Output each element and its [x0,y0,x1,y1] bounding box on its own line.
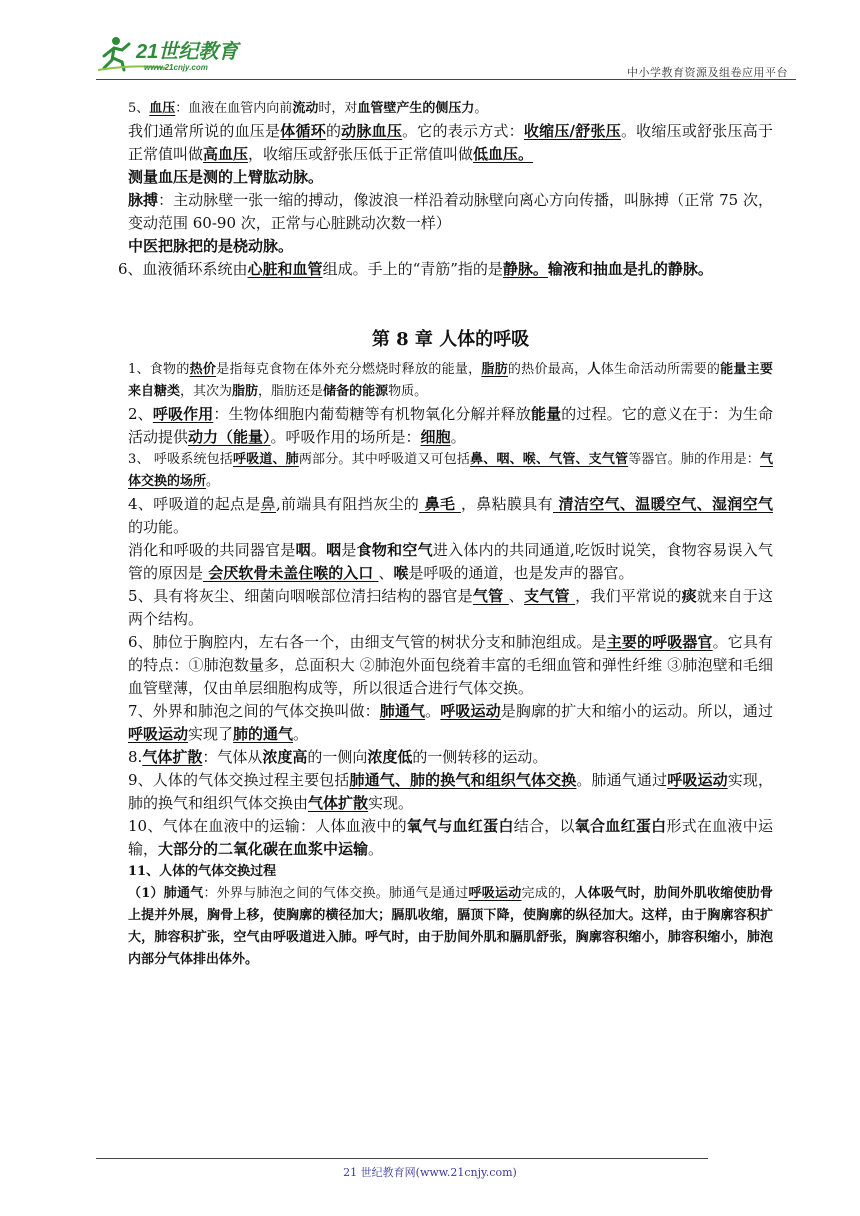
blood-pressure-def: 5、血压：血液在血管内向前流动时，对血管壁产生的侧压力。 [128,101,488,116]
circulation-system: 6、血液循环系统由心脏和血管组成。手上的“青筋”指的是静脉。输液和抽血是扎的静脉。 [118,260,713,278]
item-8: 8.气体扩散：气体从浓度高的一侧向浓度低的一侧转移的运动。 [128,748,548,766]
item-5: 5、具有将灰尘、细菌向咽喉部位清扫结构的器官是气管 、支气管 ，我们平常说的痰就来自于这两个结构。 [128,587,773,628]
logo-text: 21世纪教育 [136,41,239,63]
item-4: 4、呼吸道的起点是鼻,前端具有阻挡灰尘的 鼻毛 ，鼻粘膜具有 清洁空气、温暖空气、湿润空气 的功能。 [128,495,773,536]
pulse-tcm: 中医把脉把的是桡动脉。 [128,237,294,255]
document-body [118,98,773,971]
item-11-ventilation: （1）肺通气：外界与肺泡之间的气体交换。肺通气是通过呼吸运动完成的，人体吸气时，肋间外肌收缩使肋骨上提并外展，胸骨上移，使胸廓的横径加大；膈肌收缩，膈顶下降，使胸廓的纵径加大。这样，由于胸廓容积扩大，肺容积扩张，空气由呼吸道进入肺。呼气时，由于肋间外肌和膈肌舒张，胸廓容积缩小，肺容积缩小，肺泡内部分气体排出体外。 [128,886,773,967]
item-3: 3、 呼吸系统包括呼吸道、肺两部分。其中呼吸道又可包括鼻、咽、喉、气管、支气管等器官。肺的作用是：气体交换的场所。 [128,452,773,489]
logo-url: www.21cnjy.com [144,63,208,72]
site-logo[interactable] [96,34,266,74]
item-2: 2、呼吸作用：生物体细胞内葡萄糖等有机物氧化分解并释放能量的过程。它的意义在于：为生命活动提供动力（能量）。呼吸作用的场所是：细胞。 [128,405,773,446]
pulse-def: 脉搏：主动脉壁一张一缩的搏动，像波浪一样沿着动脉壁向离心方向传播，叫脉搏（正常 75 次，变动范围 60-90 次，正常与心脏跳动次数一样） [128,191,773,232]
blood-pressure-measure: 测量血压是测的上臂肱动脉。 [128,168,324,186]
item-6: 6、肺位于胸腔内，左右各一个，由细支气管的树状分支和肺泡组成。是主要的呼吸器官。它具有的特点：①肺泡数量多，总面积大 ②肺泡外面包绕着丰富的毛细血管和弹性纤维 ③肺泡壁和毛细血管壁薄，仅由单层细胞构成等，所以很适合进行气体交换。 [128,633,773,697]
chapter-title: 第 8 章 人体的呼吸 [371,329,530,350]
blood-pressure-detail: 我们通常所说的血压是体循环的动脉血压。它的表示方式：收缩压/舒张压。收缩压或舒张压高于正常值叫做高血压，收缩压或舒张压低于正常值叫做低血压。 [128,122,773,163]
item-7: 7、外界和肺泡之间的气体交换叫做：肺通气。呼吸运动是胸廓的扩大和缩小的运动。所以，通过呼吸运动实现了肺的通气。 [128,702,773,743]
item-4-pharynx: 消化和呼吸的共同器官是咽。咽是食物和空气进入体内的共同通道,吃饭时说笑，食物容易误入气管的原因是 会厌软骨未盖住喉的入口 、喉是呼吸的通道，也是发声的器官。 [128,541,773,582]
item-1: 1、食物的热价是指每克食物在体外充分燃烧时释放的能量，脂肪的热价最高，人体生命活动所需要的能量主要来自糖类，其次为脂肪，脂肪还是储备的能源物质。 [128,362,773,399]
footer-divider [96,1158,708,1159]
item-10: 10、气体在血液中的运输：人体血液中的氧气与血红蛋白结合，以氧合血红蛋白形式在血液中运输，大部分的二氧化碳在血浆中运输。 [128,817,773,858]
header-divider [96,79,796,80]
item-11-heading: 11、人体的气体交换过程 [128,864,277,879]
item-9: 9、人体的气体交换过程主要包括肺通气、肺的换气和组织气体交换。肺通气通过呼吸运动实现，肺的换气和组织气体交换由气体扩散实现。 [128,771,773,812]
footer-link[interactable]: 21 世纪教育网(www.21cnjy.com) [343,1166,517,1179]
page-header [96,30,796,80]
platform-name: 中小学教育资源及组卷应用平台 [627,66,788,79]
